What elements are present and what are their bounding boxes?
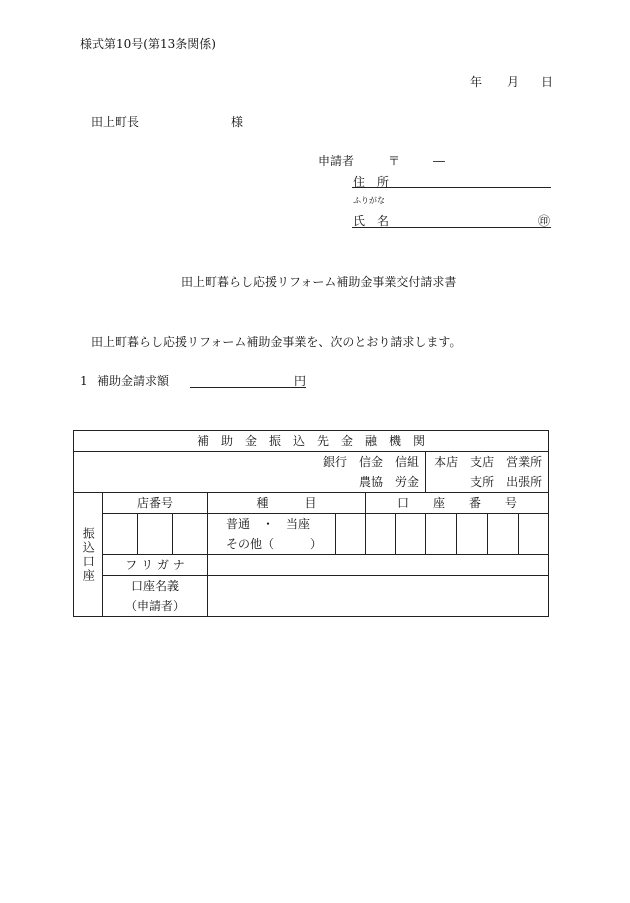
account-number-header: 口 座 番 号: [366, 493, 549, 514]
claim-label: 補助金請求額: [97, 374, 170, 388]
name-label: 氏 名: [353, 214, 390, 228]
name-underline: [352, 227, 551, 228]
institution-type-cell: [74, 452, 426, 493]
applicant-label: 申請者: [318, 154, 355, 168]
branch-type-cell: [426, 452, 549, 493]
account-holder-label: [103, 576, 208, 617]
date-year: 年: [470, 75, 483, 89]
seal-mark: ㊞: [538, 214, 551, 228]
institution-right-line1: 本店 支店 営業所: [434, 455, 543, 469]
postal-dash: ―: [433, 154, 445, 168]
institution-left-line2: 農協 労金: [358, 475, 419, 489]
furigana-field[interactable]: [208, 555, 549, 576]
account-holder-field[interactable]: [208, 576, 549, 617]
claim-unit: 円: [294, 374, 307, 388]
date-day: 日: [541, 75, 554, 89]
date-month: 月: [507, 75, 520, 89]
form-number: 様式第10号(第13条関係): [80, 37, 216, 51]
institution-right-line2: 支所 出張所: [470, 475, 543, 489]
claim-number: 1: [80, 374, 88, 388]
branch-code-header: 店番号: [103, 493, 208, 514]
document-title: 田上町暮らし応援リフォーム補助金事業交付請求書: [181, 275, 457, 289]
account-number-box[interactable]: [336, 514, 366, 555]
kind-option-other[interactable]: その他（ ）: [226, 537, 323, 551]
branch-code-box[interactable]: [103, 514, 138, 555]
table-header: 補 助 金 振 込 先 金 融 機 関: [74, 431, 549, 452]
kind-header: 種 目: [208, 493, 366, 514]
furigana-row-label: フ リ ガ ナ: [103, 555, 208, 576]
account-number-box[interactable]: [488, 514, 519, 555]
branch-code-box[interactable]: [138, 514, 173, 555]
account-number-box[interactable]: [426, 514, 457, 555]
kind-options[interactable]: [208, 514, 336, 555]
account-holder-line2: （申請者）: [124, 599, 185, 613]
account-holder-line1: 口座名義: [130, 579, 179, 593]
bank-account-table: [73, 430, 549, 617]
kind-option-ordinary-current[interactable]: 普通 ・ 当座: [226, 517, 311, 531]
address-label: 住 所: [353, 175, 390, 189]
account-number-box[interactable]: [519, 514, 549, 555]
account-number-box[interactable]: [366, 514, 396, 555]
institution-left-line1: 銀行 信金 信組: [322, 455, 419, 469]
body-text: 田上町暮らし応援リフォーム補助金事業を、次のとおり請求します。: [91, 335, 462, 349]
address-underline: [352, 187, 551, 188]
account-number-box[interactable]: [396, 514, 426, 555]
claim-underline: [190, 387, 306, 388]
addressee-name: 田上町長: [91, 115, 140, 129]
account-number-box[interactable]: [457, 514, 488, 555]
transfer-account-side-label: [74, 493, 103, 617]
furigana-label: ふりがな: [353, 196, 385, 205]
branch-code-box[interactable]: [173, 514, 208, 555]
side-label-text: 振込口座: [81, 526, 96, 583]
postal-mark: 〒: [388, 154, 401, 168]
addressee-honorific: 様: [231, 115, 244, 129]
